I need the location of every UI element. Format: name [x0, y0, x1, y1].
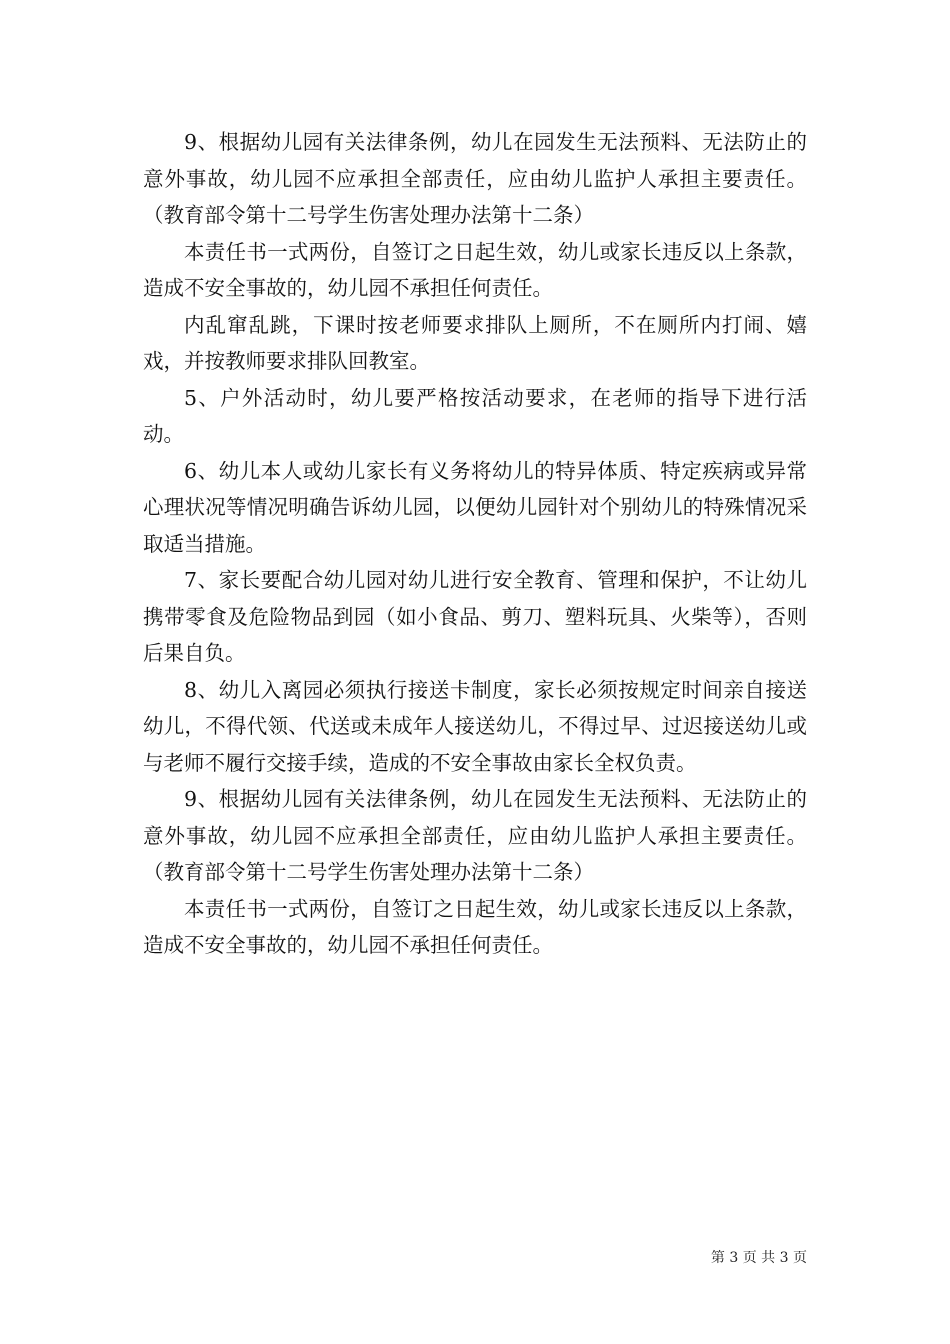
paragraph-clause-8: 8、幼儿入离园必须执行接送卡制度，家长必须按规定时间亲自接送幼儿，不得代领、代送或未成年人接送幼儿，不得过早、过迟接送幼儿或与老师不履行交接手续，造成的不安全事故由家长全权负责。	[143, 677, 807, 775]
page-number-footer: 第 3 页 共 3 页	[710, 1250, 807, 1266]
document-body	[143, 124, 807, 964]
paragraph-effectiveness-repeat: 本责任书一式两份，自签订之日起生效，幼儿或家长违反以上条款，造成不安全事故的，幼儿园不承担任何责任。	[143, 896, 807, 957]
paragraph-clause-5: 5、户外活动时，幼儿要严格按活动要求，在老师的指导下进行活动。	[143, 385, 807, 446]
paragraph-clause-6: 6、幼儿本人或幼儿家长有义务将幼儿的特异体质、特定疾病或异常心理状况等情况明确告诉幼儿园，以便幼儿园针对个别幼儿的特殊情况采取适当措施。	[143, 458, 807, 556]
paragraph-clause-9-repeat: 9、根据幼儿园有关法律条例，幼儿在园发生无法预料、无法防止的意外事故，幼儿园不应承担全部责任，应由幼儿监护人承担主要责任。（教育部令第十二号学生伤害处理办法第十二条）	[143, 787, 807, 884]
paragraph-restroom-rules: 内乱窜乱跳，下课时按老师要求排队上厕所，不在厕所内打闹、嬉戏，并按教师要求排队回教室。	[143, 312, 807, 373]
paragraph-clause-7: 7、家长要配合幼儿园对幼儿进行安全教育、管理和保护，不让幼儿携带零食及危险物品到园（如小食品、剪刀、塑料玩具、火柴等），否则后果自负。	[143, 568, 807, 665]
paragraph-clause-9: 9、根据幼儿园有关法律条例，幼儿在园发生无法预料、无法防止的意外事故，幼儿园不应承担全部责任，应由幼儿监护人承担主要责任。（教育部令第十二号学生伤害处理办法第十二条）	[143, 130, 807, 227]
paragraph-effectiveness: 本责任书一式两份，自签订之日起生效，幼儿或家长违反以上条款，造成不安全事故的，幼儿园不承担任何责任。	[143, 239, 807, 300]
